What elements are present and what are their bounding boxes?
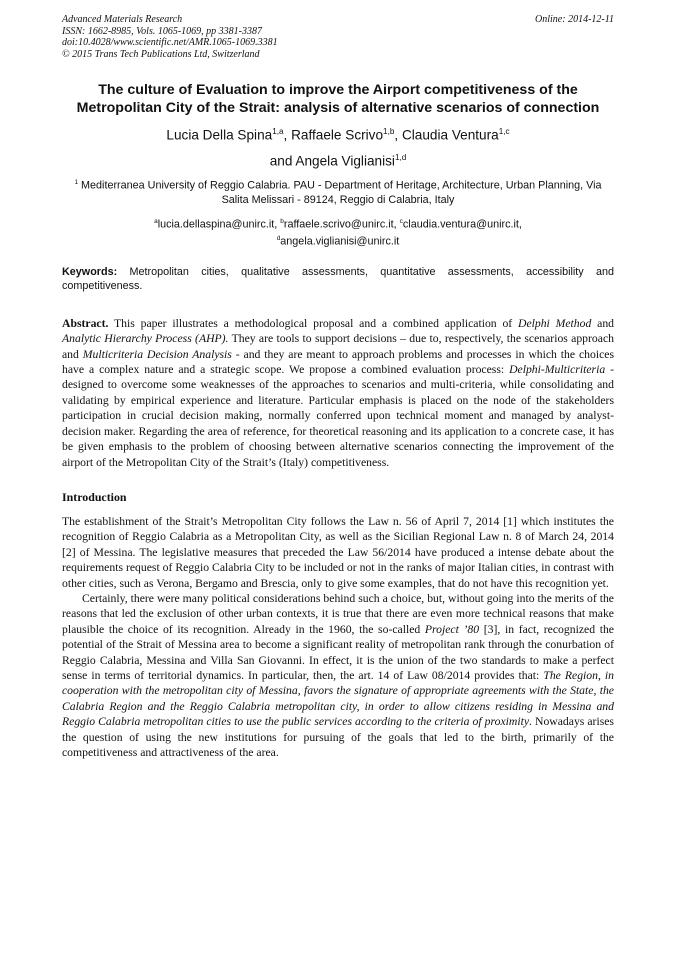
abstract-text: - designed to overcome some weaknesses of the approaches to scenarios and multi-criteria, while consolidating and validating by empirical experience and literature. Particular emphasis is placed on the node of the stakeholders participation in crucial decision making, normally conferred upon technical moment and managed by analyst-decision maker. Regarding the area of reference, for theoretical reasoning and its application to a concrete case, it has be given emphasis to the problem of choosing between alternative scenarios connecting the improvement of the airport of the Metropolitan City of the Strait’s (Italy) competitiveness. [62,363,614,469]
author-conjunction: and [269,153,296,169]
intro-paragraph-1: The establishment of the Strait’s Metropolitan City follows the Law n. 56 of April 7, 2014 [1] which institutes the recognition of Reggio Calabria as a Metropolitan City, as well as the Sicilian Regional Law n. 8 of March 24, 2014 [2] of Messina. The legislative measures that preceded the Law 56/2014 have produced a intense debate about the requirements request of Reggio Calabria City to be included or not in the ranks of major Italian cities, in contrast with other cities, such as Verona, Bergamo and Brescia, only to give some examples, that do not have this recognition yet. [62,514,614,590]
section-heading-introduction: Introduction [62,489,127,504]
author-name: Angela Viglianisi [295,153,395,169]
keywords [62,265,614,294]
abstract-label: Abstract. [62,316,109,330]
copyright-line: © 2015 Trans Tech Publications Ltd, Switzerland [62,48,260,60]
paper-title: The culture of Evaluation to improve the Airport competitiveness of the Metropolitan City of the Strait: analysis of alternative scenarios of connection [76,82,600,116]
author-list [62,121,614,172]
author-emails [62,215,614,249]
abstract-emphasis: Delphi Method [518,316,592,330]
affiliation [62,176,614,208]
paragraph-text: Certainly, there were many political considerations behind such a choice, but, without going into the merits of the reasons that led the exclusion of other urban contexts, it is true that there are even more technical reasons that make plausible the choice of its recognition. Already in the 1960, the so-called [62,591,614,636]
author-name: Raffaele Scrivo [291,127,384,143]
journal-header [62,14,614,60]
affiliation-superscript: 1 [74,179,79,187]
author-separator: , [394,127,402,143]
issn-line: ISSN: 1662-8985, Vols. 1065-1069, pp 3381-3387 [62,25,262,37]
paragraph-text: . Nowadays arises the question of using the new institutions for pursuing of the goals that led to the birth, primarily of the competitiveness and attractiveness of the area. [62,715,614,759]
abstract-text: - and they are meant to approach problems and processes in which the choices have a complex nature and a strategic scope. We propose a combined evaluation process: [62,347,614,377]
intro-paragraph-2 [62,591,614,760]
affiliation-text: Mediterranea University of Reggio Calabria. PAU - Department of Heritage, Architecture, Urban Planning, Via Salita Melissari - 89124, Reggio di Calabria, Italy [78,179,602,207]
abstract-emphasis: Multicriteria Decision Analysis [82,347,232,361]
email-address: angela.viglianisi@unirc.it [280,235,400,248]
email-superscript: a [154,217,158,225]
abstract-text: They are tools to support decisions – due to, respectively, the scenarios approach and [62,332,614,361]
email-superscript: b [280,217,284,225]
online-date: Online: 2014-12-11 [535,14,614,25]
abstract [62,316,614,470]
email-superscript: d [276,234,281,242]
abstract-emphasis: Analytic Hierarchy Process (AHP). [62,332,229,346]
doi-line: doi:10.4028/www.scientific.net/AMR.1065-1069.3381 [62,37,278,48]
journal-name: Advanced Materials Research [62,14,183,25]
author-separator: , [283,127,292,143]
author-superscript: 1,b [383,127,395,136]
email-address: raffaele.scrivo@unirc.it, [283,218,400,231]
keywords-label: Keywords: [62,265,118,278]
email-superscript: c [399,217,403,225]
paragraph-emphasis: The Region, in cooperation with the metropolitan city of Messina, favors the signature of appropriate agreements with the State, the Calabria Region and the Reggio Calabria metropolitan city, in order to allow citizens residing in Messina and Reggio Calabria metropolitan cities to use the public services according to the criteria of proximity [62,668,614,729]
author-name: Claudia Ventura [401,127,499,143]
keywords-text: Metropolitan cities, qualitative assessments, quantitative assessments, accessibility and competitiveness. [62,265,614,293]
email-address: lucia.dellaspina@unirc.it, [157,218,281,231]
author-superscript: 1,c [498,127,510,136]
author-name: Lucia Della Spina [166,127,273,143]
author-superscript: 1,a [272,127,284,136]
paragraph-emphasis: Project ’80 [424,622,480,636]
abstract-text: and [591,316,615,330]
abstract-text: This paper illustrates a methodological proposal and a combined application of [108,316,518,330]
paragraph-text: [3], in fact, recognized the potential of the Strait of Messina area to become a significant reality of metropolitan rank through the conurbation of Reggio Calabria, Messina and Villa San Giovanni. In effect, it is the union of the two standards to make a perfect sense in terms of territorial dynamics. In particular, then, the art. 14 of Law 08/2014 provides that: [62,622,614,682]
abstract-emphasis: Delphi-Multicriteria [509,363,606,377]
paper-page [62,14,614,760]
email-address: claudia.ventura@unirc.it, [402,218,522,231]
author-superscript: 1,d [394,152,407,162]
